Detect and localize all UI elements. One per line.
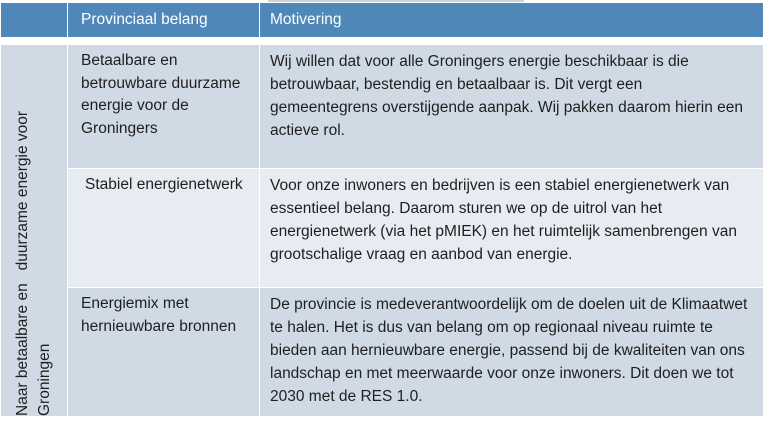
side-category-line-1: Naar betaalbare en duurzame energie voor	[14, 110, 31, 416]
belang-cell	[68, 169, 260, 288]
side-category-cell	[1, 45, 68, 417]
table-header	[1, 3, 763, 38]
header-side-label	[1, 3, 67, 10]
table-row	[1, 169, 763, 288]
table-row	[1, 288, 763, 417]
header-motivering	[260, 3, 763, 38]
motivering-cell	[260, 45, 763, 169]
table-body	[1, 38, 763, 417]
belang-text: Energiemix met hernieuwbare bronnen	[81, 295, 237, 335]
header-provinciaal-belang	[68, 3, 260, 38]
belang-text: Stabiel energienetwerk	[85, 176, 243, 193]
motivering-text: Wij willen dat voor alle Groningers energie beschikbaar is die betrouwbaar, bestendig en betaalbaar is. Dit vergt een gemeentegrens overstijgende aanpak. Wij pakken daarom hierin een actieve rol.	[270, 53, 744, 139]
belang-cell	[68, 45, 260, 169]
header-belang-label: Provinciaal belang	[81, 11, 208, 28]
table-row	[1, 45, 763, 169]
header-motivering-label: Motivering	[270, 11, 342, 28]
motivering-cell	[260, 288, 763, 417]
spacer-row	[1, 38, 763, 45]
motivering-text: De provincie is medeverantwoordelijk om de doelen uit de Klimaatwet te halen. Het is dus van belang om op regionaal niveau ruimte te bieden aan hernieuwbare energie, passend bij de kwaliteiten van ons landschap en met meerwaarde voor onze inwoners. Dit doen we tot 2030 met de RES 1.0.	[270, 296, 748, 405]
motivering-cell	[260, 169, 763, 288]
header-row	[1, 3, 763, 38]
provincial-interest-table	[0, 2, 763, 417]
side-category-label	[12, 46, 56, 416]
belang-text: Betaalbare en betrouwbare duurzame energie voor de Groningers	[81, 52, 241, 137]
belang-cell	[68, 288, 260, 417]
motivering-text: Voor onze inwoners en bedrijven is een stabiel energienetwerk van essentieel belang. Daarom sturen we op de uitrol van het energienetwerk (via het pMIEK) en het ruimtelijk samenbrengen van grootschalige vraag en aanbod van energie.	[270, 177, 737, 263]
spacer-cell	[1, 38, 763, 45]
header-side-cell	[1, 3, 68, 38]
side-category-line-2: Groningen	[36, 343, 53, 416]
